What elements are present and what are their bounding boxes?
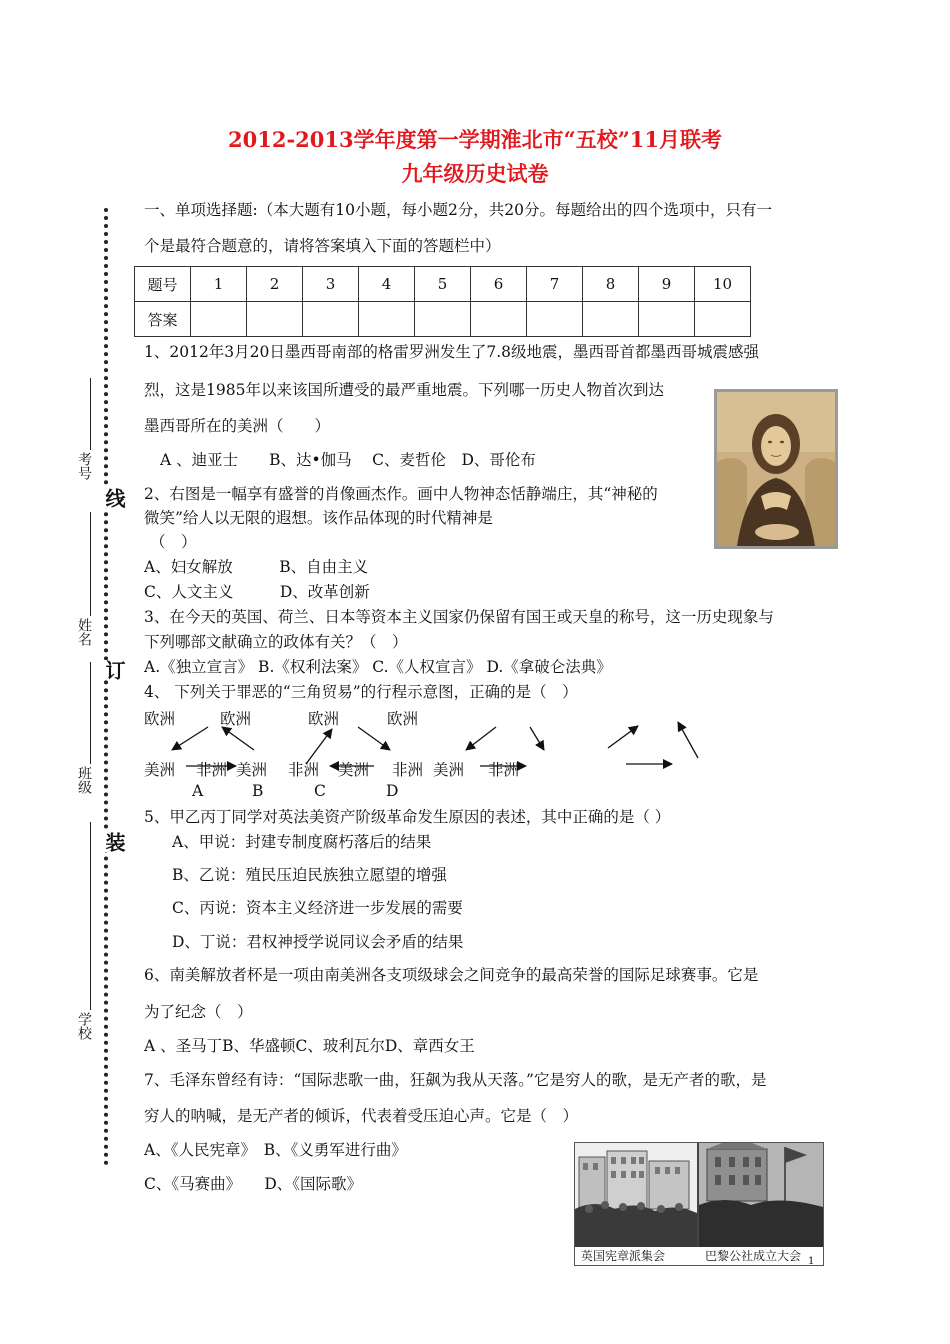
question-number-cell: 2 <box>247 267 303 302</box>
q5-line1: 5、甲乙丙丁同学对英法美资产阶级革命发生原因的表述，其中正确的是（ ） <box>144 808 671 826</box>
europe-label: 欧洲 <box>308 710 340 728</box>
europe-label: 欧洲 <box>144 710 176 728</box>
binding-mark-bind: 订 <box>100 660 129 680</box>
answer-header: 答案 <box>135 302 191 337</box>
europe-label: 欧洲 <box>387 710 419 728</box>
q5-option-b: B、乙说：殖民压迫民族独立愿望的增强 <box>172 866 447 884</box>
q5-option-a: A、甲说：封建专制度腐朽落后的结果 <box>172 833 432 851</box>
exam-number-label: 考号 <box>76 452 92 480</box>
america-label: 美洲 <box>236 761 268 779</box>
option-letter-c: C <box>314 782 326 800</box>
school-label: 学校 <box>76 1012 92 1040</box>
exam-subtitle: 九年级历史试卷 <box>401 161 549 186</box>
question-number-header: 题号 <box>135 267 191 302</box>
q5-option-d: D、丁说：君权神授学说同议会矛盾的结果 <box>172 933 464 951</box>
page-number: 1 <box>808 1256 815 1267</box>
q2-options-row1: A、妇女解放 B、自由主义 <box>144 558 369 576</box>
question-number-cell: 3 <box>303 267 359 302</box>
q1-line3: 墨西哥所在的美洲（ ） <box>144 417 331 435</box>
class-label: 班级 <box>76 766 92 794</box>
q6-line2: 为了纪念（ ） <box>144 1003 253 1021</box>
historical-engravings <box>574 1142 824 1266</box>
exam-title: 2012-2013学年度第一学期淮北市“五校”11月联考 <box>228 127 722 152</box>
q7-line1: 7、毛泽东曾经有诗：“国际悲歌一曲，狂飙为我从天落。”它是穷人的歌，是无产者的歌，是 <box>144 1071 767 1089</box>
q7-options-row2: C、《马赛曲》 D、《国际歌》 <box>144 1175 363 1193</box>
q5-option-c: C、丙说：资本主义经济进一步发展的需要 <box>172 899 463 917</box>
q3-line1: 3、在今天的英国、荷兰、日本等资本主义国家仍保留有国王或天皇的称号，这一历史现象与 <box>144 608 774 626</box>
question-number-cell: 9 <box>639 267 695 302</box>
africa-label: 非洲 <box>288 761 320 779</box>
commune-caption: 巴黎公社成立大会 <box>705 1249 802 1263</box>
q2-line2: 微笑”给人以无限的遐想。该作品体现的时代精神是 <box>144 509 493 527</box>
america-label: 美洲 <box>144 761 176 779</box>
q1-line2: 烈，这是1985年以来该国所遭受的最严重地震。下列哪一历史人物首次到达 <box>144 381 664 399</box>
q2-line1: 2、右图是一幅享有盛誉的肖像画杰作。画中人物神态恬静端庄，其“神秘的 <box>144 485 658 503</box>
america-label: 美洲 <box>433 761 465 779</box>
question-number-cell: 1 <box>191 267 247 302</box>
option-letter-d: D <box>386 782 399 800</box>
q1-options: A 、迪亚士 B、达•伽马 C、麦哲伦 D、哥伦布 <box>160 451 536 469</box>
q6-line1: 6、南美解放者杯是一项由南美洲各支项级球会之间竞争的最高荣誉的国际足球赛事。它是 <box>144 966 759 984</box>
question-number-cell: 7 <box>527 267 583 302</box>
section-intro-line2: 个是最符合题意的，请将答案填入下面的答题栏中） <box>144 237 501 255</box>
question-number-cell: 8 <box>583 267 639 302</box>
q7-options-row1: A、《人民宪章》 B、《义勇军进行曲》 <box>144 1141 407 1159</box>
africa-label: 非洲 <box>488 761 520 779</box>
q7-line2: 穷人的呐喊，是无产者的倾诉，代表着受压迫心声。它是（ ） <box>144 1107 579 1125</box>
q1-line1: 1、2012年3月20日墨西哥南部的格雷罗洲发生了7.8级地震，墨西哥首都墨西哥城震感强 <box>144 343 760 361</box>
name-label: 姓名 <box>76 618 92 646</box>
q2-line3: （ ） <box>150 533 197 551</box>
q3-line2: 下列哪部文献确立的政体有关？（ ） <box>144 633 408 651</box>
school-underline <box>90 822 91 1010</box>
question-number-cell: 4 <box>359 267 415 302</box>
section-intro-line1: 一、单项选择题:（本大题有10小题，每小题2分，共20分。每题给出的四个选项中，只有一 <box>144 201 773 219</box>
q2-options-row2: C、人文主义 D、改革创新 <box>144 583 370 601</box>
europe-label: 欧洲 <box>220 710 252 728</box>
binding-mark-install: 装 <box>100 832 129 852</box>
option-letter-a: A <box>192 782 204 800</box>
option-letter-b: B <box>252 782 264 800</box>
q3-options: A.《独立宣言》 B.《权利法案》 C.《人权宣言》 D.《拿破仑法典》 <box>144 658 612 676</box>
q4-line1: 4、 下列关于罪恶的“三角贸易”的行程示意图，正确的是（ ） <box>144 683 578 701</box>
question-number-cell: 6 <box>471 267 527 302</box>
question-number-cell: 10 <box>695 267 751 302</box>
africa-label: 非洲 <box>196 761 228 779</box>
chartist-caption: 英国宪章派集会 <box>581 1249 666 1263</box>
binding-mark-line: 线 <box>100 488 129 508</box>
africa-label: 非洲 <box>392 761 424 779</box>
america-label: 美洲 <box>338 761 370 779</box>
question-number-cell: 5 <box>415 267 471 302</box>
q6-options: A 、圣马丁B、华盛顿C、玻利瓦尔D、章西女王 <box>144 1037 475 1055</box>
